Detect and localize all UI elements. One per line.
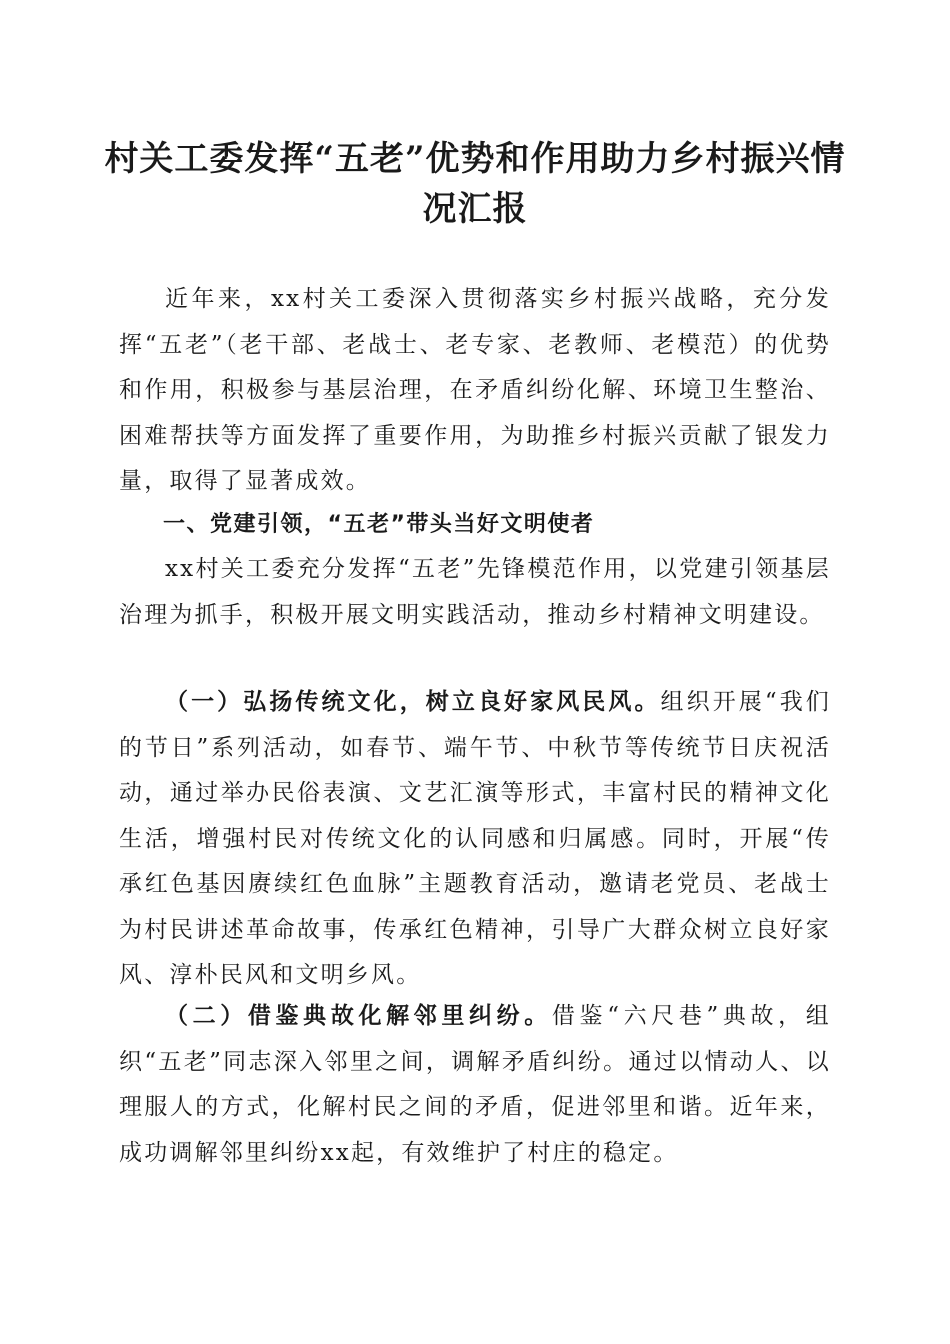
item-1-lead: （一）弘扬传统文化，树立良好家风民风。 bbox=[165, 688, 661, 715]
item-2-paragraph bbox=[119, 993, 831, 1176]
section-heading-1: 一、党建引领，“五老”带头当好文明使者 bbox=[163, 512, 595, 537]
item-1-paragraph bbox=[119, 679, 831, 999]
intro-paragraph: 近年来，xx村关工委深入贯彻落实乡村振兴战略，充分发挥“五老”（老干部、老战士、老专家、老教师、老模范）的优势和作用，积极参与基层治理，在矛盾纠纷化解、环境卫生整治、困难帮扶等方面发挥了重要作用，为助推乡村振兴贡献了银发力量，取得了显著成效。 bbox=[119, 286, 831, 494]
section-1-paragraph: xx村关工委充分发挥“五老”先锋模范作用，以党建引领基层治理为抓手，积极开展文明实践活动，推动乡村精神文明建设。 bbox=[119, 556, 831, 628]
item-1-text: 组织开展“我们的节日”系列活动，如春节、端午节、中秋节等传统节日庆祝活动，通过举办民俗表演、文艺汇演等形式，丰富村民的精神文化生活，增强村民对传统文化的认同感和归属感。同时，开展“传承红色基因赓续红色血脉”主题教育活动，邀请老党员、老战士为村民讲述革命故事，传承红色精神，引导广大群众树立良好家风、淳朴民风和文明乡风。 bbox=[119, 689, 831, 988]
document-title: 村关工委发挥“五老”优势和作用助力乡村振兴情况汇报 bbox=[104, 139, 846, 229]
item-2-lead: （二）借鉴典故化解邻里纠纷。 bbox=[165, 1002, 552, 1029]
item-2-text: 借鉴“六尺巷”典故，组织“五老”同志深入邻里之间，调解矛盾纠纷。通过以情动人、以理服人的方式，化解村民之间的矛盾，促进邻里和谐。近年来，成功调解邻里纠纷xx起，有效维护了村庄的稳定。 bbox=[119, 1003, 832, 1166]
